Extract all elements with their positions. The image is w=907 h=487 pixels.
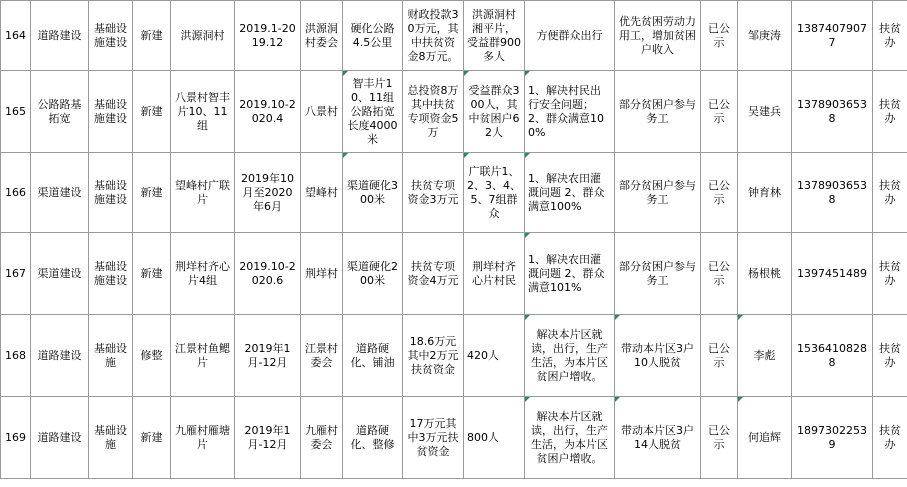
- publicity-status: 已公示: [701, 397, 738, 479]
- construction-nature: 新建: [133, 233, 171, 315]
- table-row: [1, 71, 907, 153]
- row-number: 168: [1, 315, 31, 397]
- construction-nature: 修整: [133, 315, 171, 397]
- project-location: 洪源洞村: [171, 1, 235, 71]
- beneficiaries: 洪源洞村湘平片，受益群900多人: [464, 1, 525, 71]
- responsible-unit: 江景村委会: [301, 315, 343, 397]
- employment-note: 带动本片区3户10人脱贫: [615, 315, 701, 397]
- construction-scale: 渠道硬化300米: [343, 153, 403, 233]
- construction-scale: 道路硬化、铺油: [343, 315, 403, 397]
- row-number: 169: [1, 397, 31, 479]
- contact-phone: 18973022539: [792, 397, 873, 479]
- contact-person: 钟育林: [738, 153, 792, 233]
- funding: 财政投款30万元，其中扶贫资金8万元。: [403, 1, 464, 71]
- benefit-mechanism: 1、解决农田灌溉问题 2、群众满意101%: [525, 233, 615, 315]
- project-location: 望峰村广联片: [171, 153, 235, 233]
- department: 扶贫办: [873, 71, 907, 153]
- employment-note: 部分贫困户参与务工: [615, 233, 701, 315]
- responsible-unit: 八景村: [301, 71, 343, 153]
- project-name: 道路建设: [31, 1, 89, 71]
- project-category: 基础设施建设: [89, 1, 133, 71]
- funding: 扶贫专项资金4万元: [403, 233, 464, 315]
- contact-phone: 13789036538: [792, 153, 873, 233]
- project-category: 基础设施: [89, 397, 133, 479]
- row-number: 167: [1, 233, 31, 315]
- construction-scale: 道路硬化、整修: [343, 397, 403, 479]
- contact-person: 何追辉: [738, 397, 792, 479]
- funding: 总投资8万其中扶贫专项资金5万: [403, 71, 464, 153]
- department: 扶贫办: [873, 1, 907, 71]
- responsible-unit: 荆垟村: [301, 233, 343, 315]
- project-name: 道路建设: [31, 315, 89, 397]
- beneficiaries: 420人: [464, 315, 525, 397]
- row-number: 166: [1, 153, 31, 233]
- table-row: [1, 315, 907, 397]
- funding: 17万元其中3万元扶贫资金: [403, 397, 464, 479]
- construction-nature: 新建: [133, 71, 171, 153]
- publicity-status: 已公示: [701, 153, 738, 233]
- benefit-mechanism: 1、解决农田灌溉问题 2、群众满意100%: [525, 153, 615, 233]
- contact-person: 吴建兵: [738, 71, 792, 153]
- responsible-unit: 九雁村委会: [301, 397, 343, 479]
- publicity-status: 已公示: [701, 1, 738, 71]
- project-location: 八景村智丰片10、11组: [171, 71, 235, 153]
- responsible-unit: 洪源洞村委会: [301, 1, 343, 71]
- project-location: 江景村鱼鳃片: [171, 315, 235, 397]
- benefit-mechanism: 解决本片区就读，出行，生产生活，为本片区贫困户增收。: [525, 315, 615, 397]
- project-period: 2019年1月-12月: [235, 397, 301, 479]
- table-row: [1, 1, 907, 71]
- construction-scale: 智丰片10、11组公路拓宽长度4000米: [343, 71, 403, 153]
- publicity-status: 已公示: [701, 315, 738, 397]
- construction-scale: 渠道硬化200米: [343, 233, 403, 315]
- publicity-status: 已公示: [701, 233, 738, 315]
- project-location: 荆垟村齐心片4组: [171, 233, 235, 315]
- department: 扶贫办: [873, 315, 907, 397]
- department: 扶贫办: [873, 233, 907, 315]
- project-period: 2019.1-2019.12: [235, 1, 301, 71]
- employment-note: 部分贫困户参与务工: [615, 153, 701, 233]
- project-category: 基础设施建设: [89, 71, 133, 153]
- contact-phone: 13789036538: [792, 71, 873, 153]
- publicity-status: 已公示: [701, 71, 738, 153]
- contact-phone: 13874079077: [792, 1, 873, 71]
- table-row: [1, 233, 907, 315]
- beneficiaries: 受益群众300人，其中贫困户62人: [464, 71, 525, 153]
- benefit-mechanism: 方便群众出行: [525, 1, 615, 71]
- construction-scale: 硬化公路4.5公里: [343, 1, 403, 71]
- beneficiaries: 荆垟村齐心片村民: [464, 233, 525, 315]
- project-category: 基础设施: [89, 315, 133, 397]
- row-number: 164: [1, 1, 31, 71]
- project-category: 基础设施建设: [89, 153, 133, 233]
- funding: 扶贫专项资金3万元: [403, 153, 464, 233]
- department: 扶贫办: [873, 397, 907, 479]
- project-location: 九雁村雁塘片: [171, 397, 235, 479]
- project-name: 渠道建设: [31, 153, 89, 233]
- project-name: 道路建设: [31, 397, 89, 479]
- table-row: [1, 153, 907, 233]
- project-name: 渠道建设: [31, 233, 89, 315]
- contact-person: 邹庚涛: [738, 1, 792, 71]
- beneficiaries: 广联片1、2、3、4、5、7组群众: [464, 153, 525, 233]
- project-period: 2019.10-2020.6: [235, 233, 301, 315]
- responsible-unit: 望峰村: [301, 153, 343, 233]
- funding: 18.6万元其中2万元扶贫资金: [403, 315, 464, 397]
- department: 扶贫办: [873, 153, 907, 233]
- project-period: 2019年1月-12月: [235, 315, 301, 397]
- project-period: 2019年10月至2020年6月: [235, 153, 301, 233]
- project-period: 2019.10-2020.4: [235, 71, 301, 153]
- benefit-mechanism: 解决本片区就读，出行，生产生活，为本片区贫困户增收。: [525, 397, 615, 479]
- table-row: [1, 397, 907, 479]
- project-category: 基础设施建设: [89, 233, 133, 315]
- employment-note: 优先贫困劳动力用工，增加贫困户收入: [615, 1, 701, 71]
- employment-note: 带动本片区3户14人脱贫: [615, 397, 701, 479]
- project-name: 公路路基拓宽: [31, 71, 89, 153]
- contact-phone: 15364108288: [792, 315, 873, 397]
- construction-nature: 新建: [133, 153, 171, 233]
- beneficiaries: 800人: [464, 397, 525, 479]
- construction-nature: 新建: [133, 1, 171, 71]
- contact-person: 杨根桃: [738, 233, 792, 315]
- benefit-mechanism: 1、解决村民出行安全问题；2、群众满意100%: [525, 71, 615, 153]
- contact-phone: 1397451489: [792, 233, 873, 315]
- construction-nature: 新建: [133, 397, 171, 479]
- contact-person: 李彪: [738, 315, 792, 397]
- row-number: 165: [1, 71, 31, 153]
- employment-note: 部分贫困户参与务工: [615, 71, 701, 153]
